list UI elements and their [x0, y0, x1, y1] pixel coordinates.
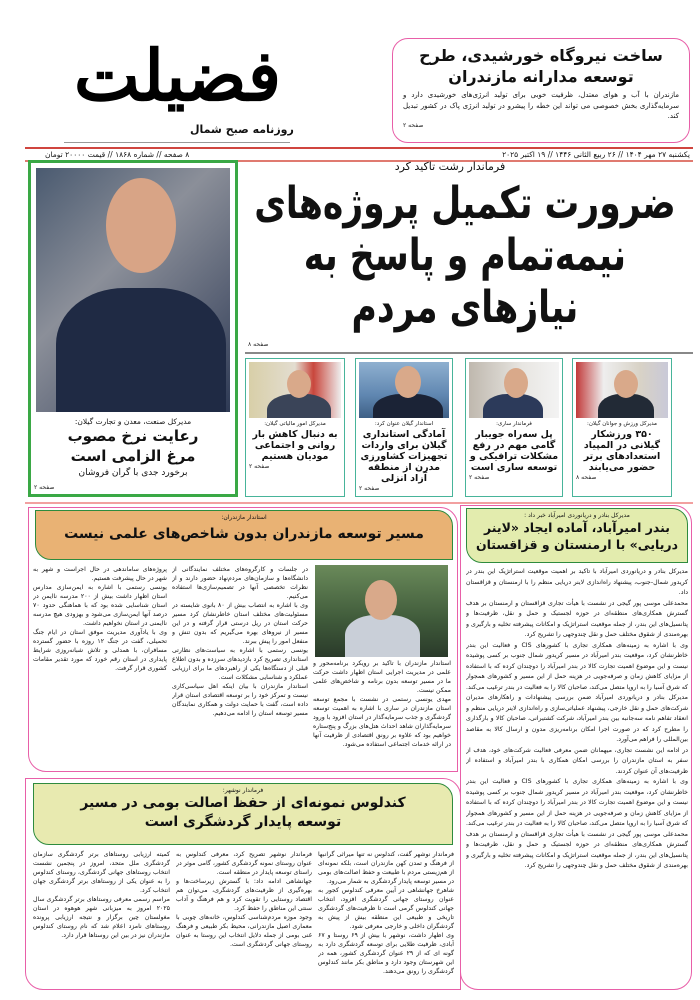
paragraph: در ادامه این نشست تجاری، میهمانان ضمن معرفی فعالیت شرکت‌های خود، هدف از سفر به استان مازندران را بررسی امکان همکاری با بندر امیرآباد و استفاده از ظرفیت‌های آن عنوان کردند. — [466, 746, 688, 775]
card-title: به دنبال کاهش بار روانی و اجتماعی مودیان هستیم — [252, 429, 338, 462]
paragraph: مراسم رسمی معرفی روستاهای برتر گردشگری سال ۲۰۲۵ امروز به میزبانی شهر هوهوه در استان مغولستان چین برگزار و نتیجه ارزیابی پرونده روستاهای نامزد اعلام شد که نام روستای کندلوس مازندران نیز در بین این روستاها قرار دارد. — [33, 896, 170, 939]
article-title: کندلوس نمونه‌ای از حفظ اصالت بومی در مسیر توسعه پایدار گردشگری است — [80, 795, 406, 830]
news-card[interactable] — [465, 358, 563, 497]
divider — [25, 502, 693, 504]
article-kicker: فرماندار نوشهر: — [222, 787, 264, 794]
card-title: ۳۵۰ ورزشکار گیلانی در المپیاد استعدادهای برتر حضور می‌یابند — [583, 429, 661, 473]
header-rule — [25, 147, 693, 149]
page-ref: صفحه ۲ — [359, 485, 380, 492]
card-title: پل سه‌راه جویبار گامی مهم در رفع مشکلات ترافیکی و توسعه ساری است — [469, 429, 559, 473]
page-ref: صفحه ۸ — [248, 341, 269, 348]
lead-kicker: فرماندار رشت تاکید کرد — [394, 160, 506, 173]
paragraph: استاندار مازندران با بیان اینکه اهل سیاسی‌کاری نیست و تمرکز خود را بر توسعه اقتصادی استان قرار داده است، گفت با حمایت دولت و همکاری نمایندگان مسیر توسعه استان را ادامه می‌دهیم. — [172, 683, 308, 717]
feature-title: رعایت نرخ مصوب مرغ الزامی است — [67, 427, 199, 465]
newspaper-subtitle: روزنامه صبح شمال — [190, 123, 294, 136]
article-column — [176, 850, 312, 986]
date-line: یکشنبه ۲۷ مهر ۱۴۰۴ // ۲۶ ربیع الثانی ۱۴۴۶ // ۱۹ اکتبر ۲۰۲۵ — [502, 150, 690, 159]
paragraph: در جلسات و کارگروه‌های مختلف نمایندگانی از دانشگاه‌ها و سازمان‌های مردم‌نهاد حضور دارند و از نظرات تخصصی آنها در تصمیم‌سازی‌ها استفاده می‌کنیم. — [172, 566, 308, 600]
port-article-body — [466, 567, 688, 985]
mazandaran-article-header — [35, 510, 453, 560]
issue-line: ۸ صفحه // شماره ۱۸۶۸ // قیمت ۲۰۰۰۰ تومان — [45, 150, 190, 159]
article-kicker: مدیرکل بنادر و دریانوردی امیرآباد خبر داد : — [524, 512, 630, 519]
photo-caption-body — [313, 659, 451, 769]
page-ref: صفحه ۲ — [249, 463, 270, 470]
page-ref: صفحه ۸ — [576, 474, 597, 481]
top-story-summary: مازندران با آب و هوای معتدل، ظرفیت خوبی برای تولید انرژی‌های خورشیدی دارد و سرمایه‌گذاری بخش خصوصی می تواند این خطه را پیشرو در تولید انرژی پاک در کشور تبدیل کند. — [403, 91, 679, 120]
paragraph: فرماندار نوشهر گفت، کندلوس نه تنها میراثی گرانبها از فرهنگ و تمدن کهن مازندران است، بلکه نمونه‌ای از هم‌زیستی مردم با طبیعت و حفظ اصالت‌های بومی در مسیر توسعه پایدار گردشگری به شمار می‌رود. — [318, 851, 454, 885]
paragraph: جهانشاهی ادامه داد: با گسترش زیرساخت‌ها و بهره‌گیری از ظرفیت‌های گردشگری، می‌توان هم اقتصاد روستایی را تقویت کرد و هم فرهنگ و آداب سنتی این مناطق را حفظ کرد. — [176, 878, 312, 912]
card-title: آمادگی استانداری گیلان برای واردات تجهیزات کشاورزی مدرن از منطقه آزاد انزلی — [360, 429, 448, 484]
paragraph: وی با اشاره به زمینه‌های همکاری تجاری با کشورهای CIS و فعالیت این بندر خاطرنشان کرد، موقعیت بندر امیرآباد در مسیر کریدور شمال جنوب بر کسی پوشیده نیست و این موضوع اهمیت تجارت کالا در بندر امیرآباد را دوچندان کرده که با استفاده از مزایای کاهش زمان و صرفه‌جویی در هزینه حمل از این مسیر و کشورهای همجوار که شرق آسیا را به اروپا متصل می‌کند، صاحبان کالا را به فعالیت در بندر ترغیب می‌کند. — [466, 778, 688, 827]
logo-divider — [64, 142, 290, 143]
page-ref: صفحه ۲ — [403, 121, 424, 129]
kandolus-article-header — [33, 783, 453, 845]
paragraph: استاندار مازندران با تاکید بر رویکرد برنامه‌محور و علمی در مدیریت اجرایی استان اظهار داشت حرکت ما در مسیر توسعه بدون برنامه و شاخص‌های علمی ممکن نیست. — [313, 660, 451, 694]
card-kicker: مدیرکل امور مالیاتی گیلان: — [264, 421, 326, 427]
paragraph: مدیرکل بنادر و دریانوردی امیرآباد با تاکید بر اهمیت موقعیت استراتژیک این بندر در کریدور شمال-جنوب، پیشنهاد راه‌اندازی لاینر دریایی منظم را با ارمنستان و قزاقستان داد. — [466, 568, 688, 596]
top-story-title: ساخت نیروگاه خورشیدی، طرح توسعه مدارانه مازندران — [419, 46, 663, 86]
left-feature[interactable] — [28, 160, 238, 497]
paragraph: وی با یادآوری مدیریت موفق استان در ایام جنگ تحمیلی، گفت در جنگ ۱۲ روزه با حضور گسترده مسافران، با همدلی و تلاش شبانه‌روزی شرایط پایداری در استان رقم خورد که مورد تقدیر مقامات کشوری قرار گرفت. — [33, 629, 167, 672]
paragraph: شاهرخ جهانشاهی در آیین معرفی کندلوس کجور به عنوان روستای جهانی گردشگری افزود، انتخاب جهانی کندلوس گرمی است تا ظرفیت‌های گردشگری تاریخی و طبیعی این منطقه بیش از پیش به گردشگران داخلی و خارجی معرفی شود. — [318, 887, 454, 930]
card-kicker: فرماندار ساری: — [496, 421, 532, 427]
governor-photo — [315, 565, 448, 657]
paragraph: یونسی رستمی با اشاره به سیاست‌های نظارتی استانداری تصریح کرد بازدیدهای سرزده و بدون اطلاع قبلی از دستگاه‌ها یکی از راهبردهای ما برای ارزیابی عملکرد و شناسایی مشکلات است. — [172, 647, 308, 681]
page-ref: صفحه ۲ — [34, 484, 55, 491]
paragraph: یونسی رستمی با اشاره به ایمن‌سازی مدارس استان اظهار داشت بیش از ۲۰۰ مدرسه ناایمن در استان شناسایی شده بود که با هماهنگی حدود ۷۰ درصد آنها ایمن‌سازی می‌شود و بهزودی هیچ مدرسه ناایمنی در استان نخواهیم داشت. — [33, 584, 167, 627]
article-column — [33, 565, 167, 769]
top-story-box[interactable] — [392, 38, 690, 143]
article-column — [172, 565, 308, 769]
paragraph: محمدعلی موسی پور گیجی در نشست با هیأت تجاری قزاقستان و ارمنستان بر هدف گسترش همکاری‌های منطقه‌ای در حوزه لجستیک و حمل و نقل، ظرفیت‌ها و پتانسیل‌های این بندر، از جمله موقعیت استراتژیک و امکانات پیشرفته تخلیه و بارگیری و بهره‌مندی از شقوق مختلف حمل و نقل چندوجهی را تشریح کرد. — [466, 830, 688, 869]
news-card[interactable] — [245, 358, 345, 497]
paragraph: مهدی یونسی رستمی در نشست با مجمع توسعه استان مازندران در ساری با اشاره به اهمیت توسعه گردشگری و جذب سرمایه‌گذار در استان افزود با ورود سرمایه‌گذاران شاهد احداث هتل‌های بزرگ و پنج‌ستاره خواهیم بود که علاوه بر رونق اقتصادی از ظرفیت آنها در ارائه خدمات اجتماعی استفاده می‌شود. — [313, 696, 451, 748]
paragraph: محمدعلی موسی پور گیجی در نشست با هیأت تجاری قزاقستان و ارمنستان بر هدف گسترش همکاری‌های منطقه‌ای در حوزه لجستیک و حمل و نقل، ظرفیت‌ها و پتانسیل‌های این بندر، از جمله موقعیت استراتژیک و امکانات پیشرفته تخلیه و بارگیری و بهره‌مندی از شقوق مختلف حمل و نقل چندوجهی را تشریح کرد. — [466, 599, 688, 638]
paragraph: وی با اشاره به انتصاب بیش از ۸۰ بانوی شایسته در مسئولیت‌های مختلف استان خاطرنشان کرد مسیر حرکت استان در ریل درستی قرار گرفته و در این مسیر از نیروهای بهره می‌گیریم که بدون تنش و منفعل امور را پیش ببرند. — [172, 602, 308, 645]
article-title: مسیر توسعه مازندران بدون شاخص‌های علمی نیست — [64, 526, 424, 542]
feature-photo — [36, 168, 230, 412]
news-card[interactable] — [572, 358, 672, 497]
news-card[interactable] — [355, 358, 453, 497]
paragraph: فرماندار نوشهر تصریح کرد، معرفی کندلوس به عنوان روستای نمونه گردشگری کشور، گامی موثر در راستای توسعه پایدار در منطقه است. — [176, 851, 312, 876]
newspaper-logo: فضیلت — [73, 34, 282, 117]
paragraph: کمیته ارزیابی روستاهای برتر گردشگری سازمان گردشگری ملل متحد، امروز در پنجمین نشست انتخاب روستاهای جهانی گردشگری، روستای کندلوس را به عنوان یکی از روستاهای برتر گردشگری جهان انتخاب کرد. — [33, 851, 170, 894]
article-title: بندر امیرآباد، آماده ایجاد «لاینر دریایی» با ارمنستان و قزاقستان — [475, 520, 679, 552]
divider — [245, 352, 693, 354]
lead-headline[interactable]: ضرورت تکمیل پروژه‌های نیمه‌تمام و پاسخ به نیازهای مردم — [254, 178, 676, 333]
card-kicker: استاندار گیلان عنوان کرد: — [374, 421, 434, 427]
paragraph: مدیرکل بنادر و دریانوردی امیرآباد ضمن بررسی پیشنهادات و راهکارهای مدیران شرکت‌های حمل و نقل خارجی، پیشنهاد عملیاتی‌سازی و راه‌اندازی لاینر دریایی منظم و انعقاد تفاهم نامه سه‌جانبه بین بندر امیرآباد، شرکت کشتیرانی، صاحبان کالا و بارگذاری را مطرح کرد که در صورت اجرا امکان برنامه‌ریزی مدون و ارسال کالا به مقاصد بین‌المللی را فراهم می‌آورد. — [466, 694, 688, 743]
paragraph: وجود موزه مردم‌شناسی کندلوس، خانه‌های چوبی با معماری اصیل مازندرانی، محیط بکر طبیعی و فرهنگ غنی بومی از جمله دلایل انتخاب این روستا به عنوان روستای جهانی گردشگری است. — [176, 914, 312, 948]
article-kicker: استاندار مازندران: — [221, 514, 267, 521]
paragraph: وی اظهار داشت، نوشهر با بیش از ۶۹ روستا و ۶۷ آبادی، ظرفیت طلایی برای توسعه گردشگری دارد به گونه ای که از ۲۹ عنوان گردشگری کشور، همه در این شهرستان وجود دارد و مناطق بکر مانند کندلوس گردشگری را رونق می‌دهند. — [318, 932, 454, 975]
feature-subtitle: برخورد جدی با گران فروشان — [78, 468, 188, 478]
article-column — [318, 850, 454, 986]
page-ref: صفحه ۲ — [469, 474, 490, 481]
feature-kicker: مدیرکل صنعت، معدن و تجارت گیلان: — [74, 417, 192, 426]
paragraph: وی با اشاره به زمینه‌های همکاری تجاری با کشورهای CIS و فعالیت این بندر خاطرنشان کرد، موقعیت بندر امیرآباد در مسیر کریدور شمال جنوب بر کسی پوشیده نیست و این موضوع اهمیت تجارت کالا در بندر امیرآباد را دوچندان کرده که با استفاده از مزایای کاهش زمان و صرفه‌جویی در هزینه حمل از این مسیر و کشورهای همجوار که شرق آسیا را به اروپا متصل می‌کند، صاحبان کالا را به فعالیت در بندر ترغیب می‌کند. — [466, 641, 688, 691]
port-article-header — [466, 508, 688, 563]
article-column — [33, 850, 170, 986]
card-kicker: مدیرکل ورزش و جوانان گیلان: — [587, 421, 657, 427]
paragraph: پروژه‌های ساماندهی در حال اجراست و شهر به شهر در حال پیشرفت هستیم. — [33, 566, 167, 582]
